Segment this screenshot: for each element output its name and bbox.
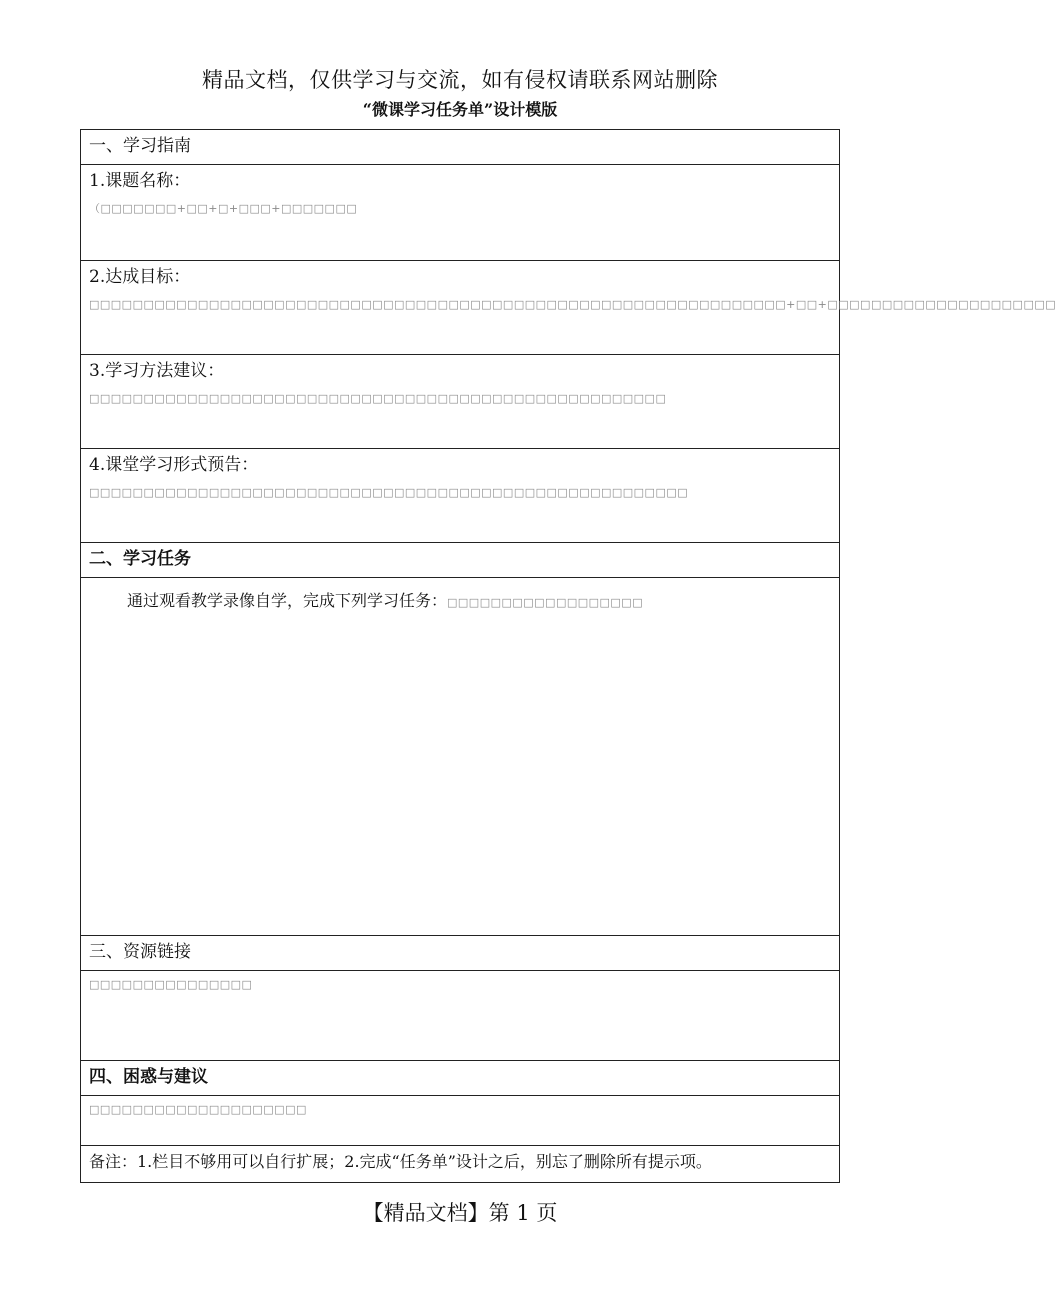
feedback-cell[interactable]: [81, 1096, 839, 1146]
section-heading: 四、困惑与建议: [89, 1067, 208, 1087]
topic-name-hint: （□□□□□□□+□□+□+□□□+□□□□□□□: [89, 202, 358, 215]
section-heading: 二、学习任务: [89, 549, 191, 569]
goal-hint: □□□□□□□□□□□□□□□□□□□□□□□□□□□□□□□□□□□□□□□□□□□□□□□□□□□□□□□□□□□□□□□□+□□+□□□□□□□□□□□□□□□□□□□□□: [89, 298, 1056, 311]
task-intro-hint: □□□□□□□□□□□□□□□□□□: [447, 596, 644, 609]
method-label: 3.学习方法建议：: [89, 361, 225, 381]
section-heading: 一、学习指南: [89, 136, 191, 156]
topic-name-cell[interactable]: [81, 165, 839, 261]
method-hint: □□□□□□□□□□□□□□□□□□□□□□□□□□□□□□□□□□□□□□□□□□□□□□□□□□□□□: [89, 392, 667, 405]
goal-label: 2.达成目标：: [89, 267, 191, 287]
section-guide-heading: [81, 130, 839, 165]
task-cell[interactable]: [81, 578, 839, 936]
class-form-label: 4.课堂学习形式预告：: [89, 455, 259, 475]
goal-cell[interactable]: [81, 261, 1056, 355]
topic-name-label: 1.课题名称：: [89, 171, 191, 191]
section-heading: 三、资源链接: [89, 942, 191, 962]
feedback-hint: □□□□□□□□□□□□□□□□□□□□: [89, 1103, 307, 1116]
document-title: “微课学习任务单”设计模版: [362, 100, 558, 119]
page-footer: 【精品文档】第 1 页: [362, 1201, 558, 1225]
task-intro: 通过观看教学录像自学，完成下列学习任务：: [127, 591, 448, 610]
section-feedback-heading: [81, 1061, 839, 1096]
note-row: [81, 1146, 839, 1182]
class-form-cell[interactable]: [81, 449, 839, 543]
resources-hint: □□□□□□□□□□□□□□□: [89, 978, 253, 991]
task-form-table: [80, 129, 1056, 1183]
method-cell[interactable]: [81, 355, 839, 449]
note-text: 备注：1.栏目不够用可以自行扩展；2.完成“任务单”设计之后，别忘了删除所有提示项。: [89, 1152, 712, 1171]
class-form-hint: □□□□□□□□□□□□□□□□□□□□□□□□□□□□□□□□□□□□□□□□□□□□□□□□□□□□□□□: [89, 486, 689, 499]
resources-cell[interactable]: [81, 971, 839, 1061]
watermark-text: 精品文档，仅供学习与交流，如有侵权请联系网站删除: [202, 68, 718, 92]
section-resources-heading: [81, 936, 839, 971]
section-task-heading: [81, 543, 839, 578]
